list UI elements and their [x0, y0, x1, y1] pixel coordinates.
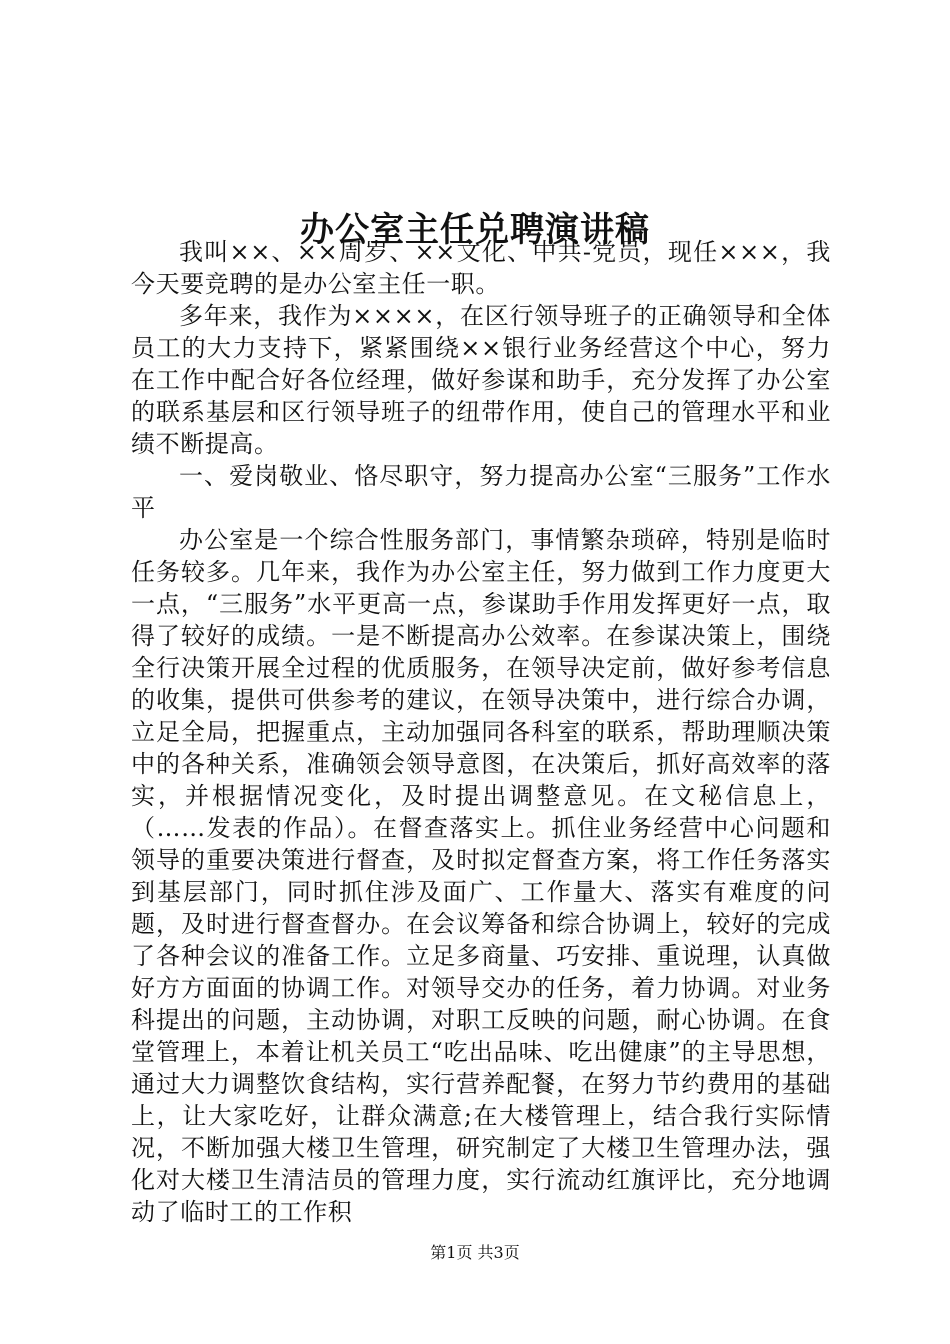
- document-title: 办公室主任兑聘演讲稿: [300, 209, 650, 250]
- document-body: [131, 236, 831, 1228]
- paragraph-experience: 多年来，我作为××××，在区行领导班子的正确领导和全体员工的大力支持下，紧紧围绕××银行业务经营这个中心，努力在工作中配合好各位经理，做好参谋和助手，充分发挥了办公室的联系基层和区行领导班子的纽带作用，使自己的管理水平和业绩不断提高。: [131, 302, 831, 458]
- paragraph-intro: 我叫××、××周岁、××文化、中共-党员，现任×××，我今天要竞聘的是办公室主任一职。: [131, 238, 831, 298]
- section-heading: 一、爱岗敬业、恪尽职守，努力提高办公室“三服务”工作水平: [131, 462, 831, 522]
- paragraph-office-work: 办公室是一个综合性服务部门，事情繁杂琐碎，特别是临时任务较多。几年来，我作为办公室主任，努力做到工作力度更大一点，“三服务”水平更高一点，参谋助手作用发挥更好一点，取得了较好的成绩。一是不断提高办公效率。在参谋决策上，围绕全行决策开展全过程的优质服务，在领导决定前，做好参考信息的收集，提供可供参考的建议，在领导决策中，进行综合办调，立足全局，把握重点，主动加强同各科室的联系，帮助理顺决策中的各种关系，准确领会领导意图，在决策后，抓好高效率的落实，并根据情况变化，及时提出调整意见。在文秘信息上，（……发表的作品）。在督查落实上。抓住业务经营中心问题和领导的重要决策进行督查，及时拟定督查方案，将工作任务落实到基层部门，同时抓住涉及面广、工作量大、落实有难度的问题，及时进行督查督办。在会议筹备和综合协调上，较好的完成了各种会议的准备工作。立足多商量、巧安排、重说理，认真做好方方面面的协调工作。对领导交办的任务，着力协调。对业务科提出的问题，主动协调，对职工反映的问题，耐心协调。在食堂管理上，本着让机关员工“吃出品味、吃出健康”的主导思想，通过大力调整饮食结构，实行营养配餐，在努力节约费用的基础上，让大家吃好，让群众满意;在大楼管理上，结合我行实际情况，不断加强大楼卫生管理，研究制定了大楼卫生管理办法，强化对大楼卫生清洁员的管理力度，实行流动红旗评比，充分地调动了临时工的工作积: [131, 526, 831, 1226]
- page-footer: 第1页 共3页: [430, 1243, 520, 1262]
